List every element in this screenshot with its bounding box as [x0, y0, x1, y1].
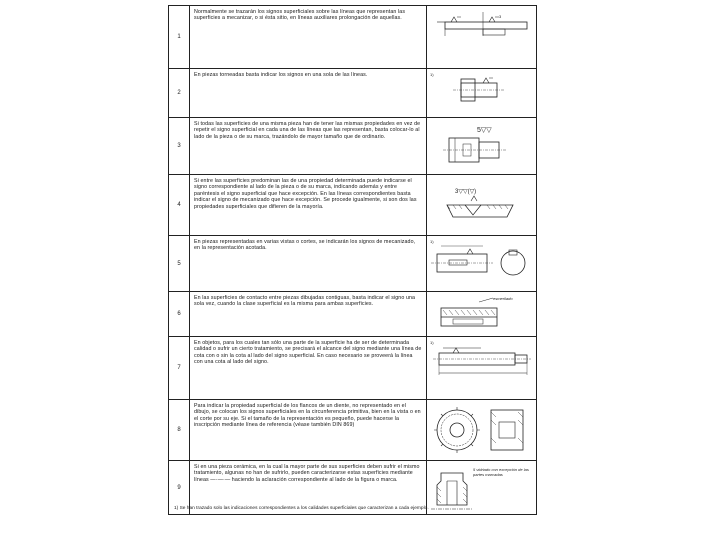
row-number: 1	[169, 6, 190, 69]
figure-turned-part	[427, 69, 536, 117]
row-text: Normalmente se trazarán los signos superficiales sobre las líneas que representan las superficies a mecanizar, o si ésta sitio, en líneas auxiliares prolongación de aquellas.	[190, 6, 427, 69]
footnote: 1) Se han trazado solo las indicaciones correspondientes a los calidades superficiales que caracterizan a cada ejemplo.	[174, 506, 429, 511]
row-text: Si todas las superficies de una misma pieza han de tener las mismas propiedades en vez de repetir el signo superficial en cada una de las líneas que las representan, basta colocar-lo al lado de la pieza o de su marca, trazándolo de mayor tamaño que de ordinario.	[190, 118, 427, 175]
row-number: 8	[169, 400, 190, 461]
row-text: Si en una pieza cerámica, en la cual la mayor parte de sus superficies deben sufrir el mismo tratamiento, algunas no han de sufrirlo, pueden caracterizarse estas superficies mediante líneas —·—·— haciendo la aclaración correspondiente al lado de la figura o marca.	[190, 461, 427, 515]
row-text: Si entre las superficies predominan las de una propiedad determinada puede indicarse el signo correspondiente al lado de la pieza o de su marca, indicando además y entre paréntesis el signo superficial que hace excepción. En las líneas correspondientes basta indicar el signo de mecanizado que hace excepción. Se procede igualmente, si son dos las propiedades superficiales que difieren de la mayoría.	[190, 175, 427, 236]
row-number: 6	[169, 292, 190, 337]
row-number: 2	[169, 69, 190, 118]
ceramic-note: 5 vidriado con excepción de las partes marcadas	[473, 467, 529, 477]
row-number: 7	[169, 337, 190, 400]
figure-uniform-surface	[427, 118, 536, 174]
row-number: 4	[169, 175, 190, 236]
figure-cell	[427, 236, 537, 292]
table-row	[169, 337, 537, 400]
figure-cell	[427, 337, 537, 400]
table-row	[169, 175, 537, 236]
document-page	[160, 0, 535, 540]
row-number: 9	[169, 461, 190, 515]
table-row	[169, 118, 537, 175]
row-text: En objetos, para los cuales tan sólo una parte de la superficie ha de ser de determinada calidad o sufrir un cierto tratamiento, se precisará el alcance del signo mediante una línea de cota con o sin la cota al lado del signo superficial. En caso necesario se proveerá la línea con una cota al lado del signo.	[190, 337, 427, 400]
table-row	[169, 236, 537, 292]
surface-sign-label: 5▽▽	[477, 127, 492, 134]
figure-predominant-surface	[427, 175, 536, 235]
figure-cell	[427, 400, 537, 461]
svg-text:3: 3	[499, 14, 502, 19]
figure-surface-signs-on-lines	[427, 6, 536, 68]
figure-cell	[427, 292, 537, 337]
table-row	[169, 6, 537, 69]
row-text: En piezas torneadas basta indicar los signos en una sola de las líneas.	[190, 69, 427, 118]
figure-gear-teeth	[427, 400, 536, 460]
row-text: En las superficies de contacto entre piezas dibujadas contiguas, basta indicar el signo una sola vez, cuando la clase superficial es la misma para ambas superficies.	[190, 292, 427, 337]
figure-footnote-mark: 1)	[430, 239, 434, 244]
table-row	[169, 400, 537, 461]
figure-footnote-mark: 1)	[430, 72, 434, 77]
row-text: En piezas representadas en varias vistas o cortes, se indicarán los signos de mecanizado, en la representación acotada.	[190, 236, 427, 292]
surface-sign-label: 3▽▽(▽)	[455, 189, 477, 195]
figure-cell	[427, 6, 537, 69]
surface-sign-rules-table	[168, 5, 537, 515]
figure-contact-surfaces	[427, 292, 536, 336]
row-number: 3	[169, 118, 190, 175]
figure-cell	[427, 118, 537, 175]
figure-partial-treatment	[427, 337, 536, 399]
table-row	[169, 69, 537, 118]
row-text: Para indicar la propiedad superficial de los flancos de un diente, no representado en el dibujo, se colocan los signos superficiales en la circunferencia primitiva, bien en la vista o en el corte por su eje. Si el tamaño de la representación es pequeño, puede hacerse la inscripción mediante línea de referencia (véase también DIN 869)	[190, 400, 427, 461]
row-number: 5	[169, 236, 190, 292]
figure-cell	[427, 69, 537, 118]
figure-multiple-views	[427, 236, 536, 291]
table-row	[169, 292, 537, 337]
figure-footnote-mark: 1)	[430, 340, 434, 345]
surface-finish-label: esmerilado	[493, 296, 513, 301]
figure-cell	[427, 175, 537, 236]
